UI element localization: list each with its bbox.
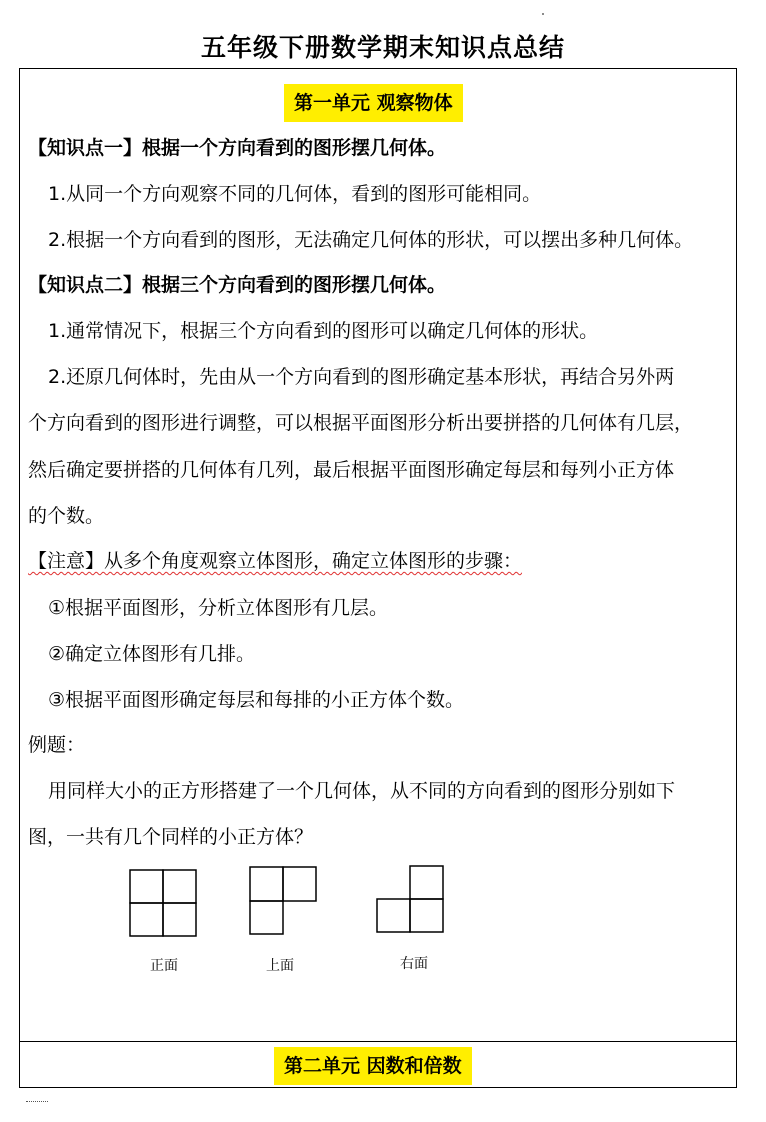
right-view-figure [376, 865, 446, 935]
note-heading: 【注意】从多个角度观察立体图形，确定立体图形的步骤： [28, 550, 523, 572]
front-view-label: 正面 [150, 958, 178, 974]
page-mark [542, 13, 544, 15]
unit2-heading: 第二单元 因数和倍数 [274, 1047, 472, 1085]
point1-item-1: 1.从同一个方向观察不同的几何体，看到的图形可能相同。 [48, 183, 542, 205]
section-divider [19, 1041, 737, 1042]
example-label: 例题： [28, 734, 86, 756]
page-footer-mark [26, 1101, 48, 1102]
point2-item-1: 1.通常情况下，根据三个方向看到的图形可以确定几何体的形状。 [48, 320, 599, 342]
right-view-label: 右面 [400, 956, 428, 972]
point1-heading: 【知识点一】根据一个方向看到的图形摆几何体。 [28, 137, 447, 159]
unit1-heading: 第一单元 观察物体 [284, 84, 463, 122]
example-question-line-2: 图，一共有几个同样的小正方体？ [28, 826, 314, 848]
point2-item-2-line-2: 个方向看到的图形进行调整，可以根据平面图形分析出要拼搭的几何体有几层， [28, 412, 694, 434]
top-view-figure [249, 866, 319, 936]
point2-item-2-line-1: 2.还原几何体时，先由从一个方向看到的图形确定基本形状，再结合另外两 [48, 366, 675, 388]
note-step-2: ②确定立体图形有几排。 [48, 643, 256, 665]
content-frame [19, 68, 737, 1088]
top-view-label: 上面 [266, 958, 294, 974]
front-view-figure [129, 869, 199, 939]
note-step-1: ①根据平面图形，分析立体图形有几层。 [48, 597, 389, 619]
document-title: 五年级下册数学期末知识点总结 [200, 33, 565, 62]
note-step-3: ③根据平面图形确定每层和每排的小正方体个数。 [48, 689, 465, 711]
point2-heading: 【知识点二】根据三个方向看到的图形摆几何体。 [28, 274, 447, 296]
example-question-line-1: 用同样大小的正方形搭建了一个几何体，从不同的方向看到的图形分别如下 [48, 780, 676, 802]
point1-item-2: 2.根据一个方向看到的图形，无法确定几何体的形状，可以摆出多种几何体。 [48, 229, 694, 251]
point2-item-2-line-4: 的个数。 [28, 505, 105, 527]
point2-item-2-line-3: 然后确定要拼搭的几何体有几列，最后根据平面图形确定每层和每列小正方体 [28, 459, 675, 481]
